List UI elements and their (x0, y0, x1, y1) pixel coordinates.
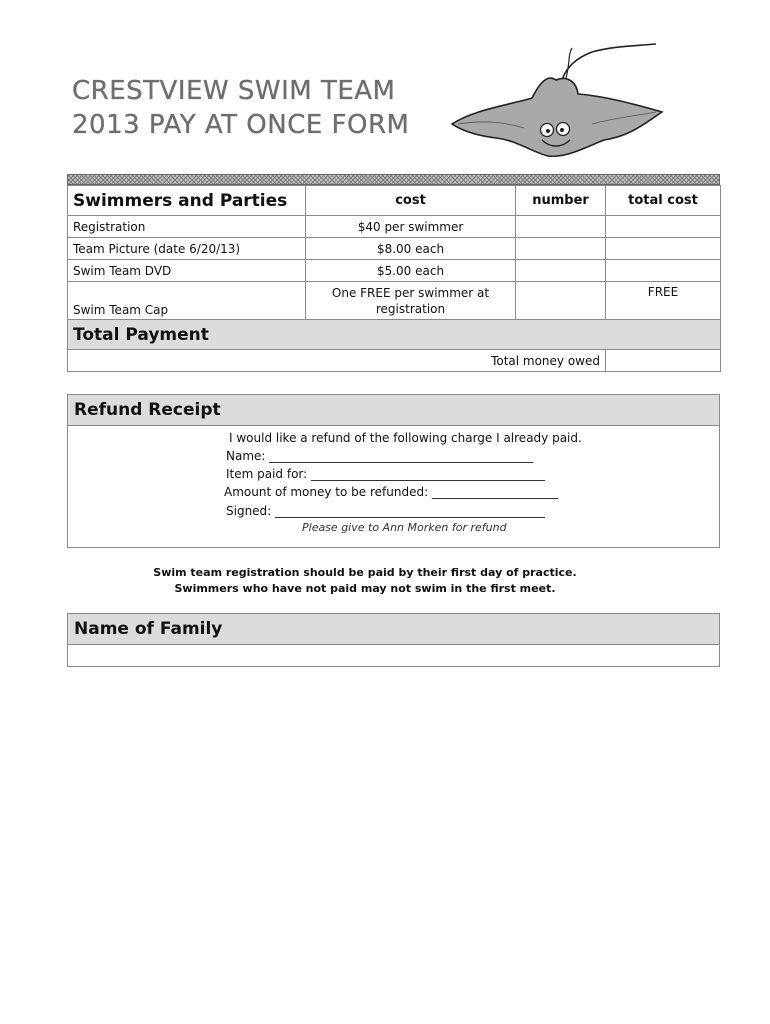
notice-line-2: Swimmers who have not paid may not swim in the first meet. (174, 582, 556, 595)
cost-column-header: cost (306, 186, 516, 216)
team-picture-number-field[interactable] (516, 238, 606, 260)
total-payment-heading: Total Payment (68, 320, 721, 350)
family-name-section (67, 613, 720, 667)
total-payment-header-row (68, 320, 721, 350)
team-picture-total-field[interactable] (606, 238, 721, 260)
table-row (68, 260, 721, 282)
family-name-field[interactable] (68, 645, 719, 666)
swim-team-cap-cost: One FREE per swimmer at registration (306, 282, 516, 320)
total-money-owed-label: Total money owed (68, 350, 606, 372)
swim-team-cap-number-field[interactable] (516, 282, 606, 320)
team-picture-label: Team Picture (date 6/20/13) (68, 238, 306, 260)
swim-team-dvd-total-field[interactable] (606, 260, 721, 282)
table-row (68, 216, 721, 238)
registration-cost: $40 per swimmer (306, 216, 516, 238)
title-line-1: CRESTVIEW SWIM TEAM (72, 76, 396, 106)
notice-line-1: Swim team registration should be paid by their first day of practice. (153, 566, 577, 579)
refund-receipt-body (68, 426, 719, 547)
form-title (72, 74, 409, 142)
swim-team-cap-total: FREE (606, 282, 721, 320)
stingray-mascot-icon (444, 40, 668, 164)
number-column-header: number (516, 186, 606, 216)
table-row (68, 238, 721, 260)
registration-number-field[interactable] (516, 216, 606, 238)
refund-receipt-heading: Refund Receipt (68, 395, 719, 426)
team-picture-cost: $8.00 each (306, 238, 516, 260)
total-owed-row (68, 350, 721, 372)
fees-header-row (68, 186, 721, 216)
registration-label: Registration (68, 216, 306, 238)
swim-team-dvd-cost: $5.00 each (306, 260, 516, 282)
swim-team-dvd-number-field[interactable] (516, 260, 606, 282)
section-divider-pattern (67, 174, 720, 185)
refund-name-field[interactable]: Name: ____________________________________________ (226, 449, 534, 463)
swimmers-parties-heading: Swimmers and Parties (68, 186, 306, 216)
table-row (68, 282, 721, 320)
total-money-owed-field[interactable] (606, 350, 721, 372)
total-cost-column-header: total cost (606, 186, 721, 216)
registration-total-field[interactable] (606, 216, 721, 238)
refund-note: Please give to Ann Morken for refund (302, 521, 507, 534)
refund-amount-field[interactable]: Amount of money to be refunded: _____________________ (224, 485, 558, 499)
payment-notice (67, 565, 663, 597)
fees-table (67, 185, 721, 372)
swim-team-dvd-label: Swim Team DVD (68, 260, 306, 282)
swim-team-cap-label: Swim Team Cap (68, 282, 306, 320)
refund-item-field[interactable]: Item paid for: _______________________________________ (226, 467, 546, 481)
family-name-heading: Name of Family (68, 614, 719, 645)
refund-receipt-section (67, 394, 720, 548)
title-line-2: 2013 PAY AT ONCE FORM (72, 110, 410, 140)
refund-intro-text: I would like a refund of the following charge I already paid. (229, 431, 582, 445)
refund-signed-field[interactable]: Signed: _____________________________________________ (226, 504, 546, 518)
